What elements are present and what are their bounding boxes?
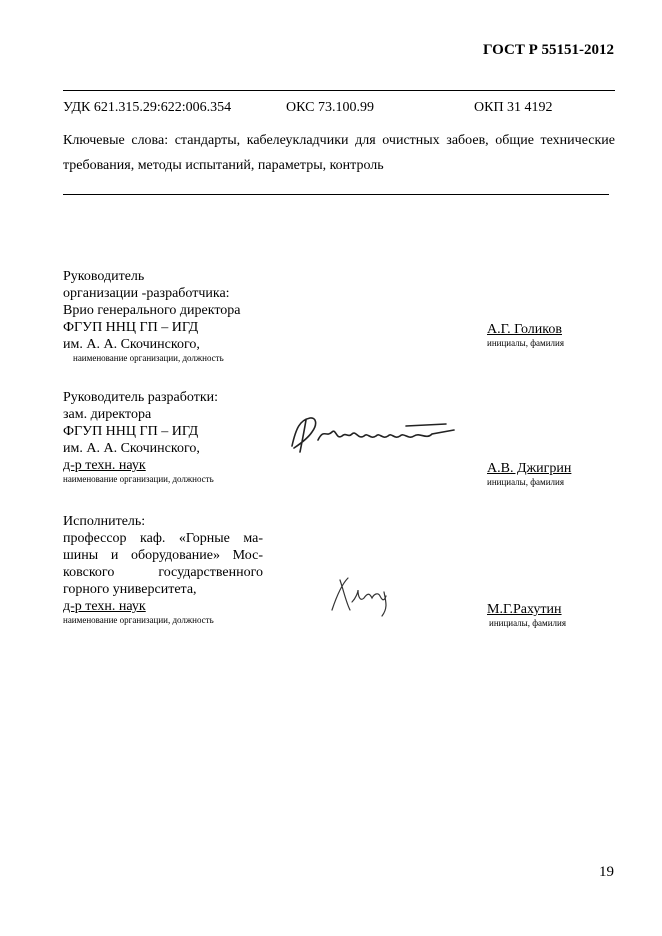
bottom-divider bbox=[63, 194, 609, 195]
signature-rakhutin bbox=[322, 572, 397, 618]
oks-code: ОКС 73.100.99 bbox=[286, 100, 374, 115]
okp-code: ОКП 31 4192 bbox=[474, 100, 553, 115]
signatory-name bbox=[487, 602, 566, 628]
name-caption: инициалы, фамилия bbox=[489, 618, 566, 628]
name-dzhigrin: А.В. Джигрин bbox=[487, 461, 572, 476]
org-line: Руководитель разработки: bbox=[63, 390, 219, 405]
standard-number: ГОСТ Р 55151-2012 bbox=[482, 42, 614, 58]
name-rakhutin: М.Г.Рахутин bbox=[487, 602, 562, 617]
org-line: ФГУП ННЦ ГП – ИГД bbox=[63, 424, 199, 439]
org-line: горного университета, bbox=[63, 582, 197, 597]
org-line: шины и оборудование» Мос- bbox=[63, 548, 263, 563]
udk-code: УДК 621.315.29:622:006.354 bbox=[63, 100, 232, 115]
org-line: профессор каф. «Горные ма- bbox=[63, 531, 263, 546]
keywords: Ключевые слова: стандарты, кабелеукладчики для очистных забоев, общие технические требования, методы испытаний, параметры, контроль bbox=[63, 133, 615, 173]
top-divider bbox=[63, 90, 615, 91]
development-head-block bbox=[63, 389, 218, 485]
org-caption: наименование организации, должность bbox=[63, 474, 214, 484]
org-caption: наименование организации, должность bbox=[73, 353, 224, 363]
org-line: Врио генерального директора bbox=[63, 303, 241, 318]
org-line: ковского государственного bbox=[63, 565, 263, 580]
org-line: ФГУП ННЦ ГП – ИГД bbox=[63, 320, 199, 335]
name-caption: инициалы, фамилия bbox=[487, 477, 564, 487]
org-line: им. А. А. Скочинского, bbox=[63, 337, 200, 352]
org-line: Исполнитель: bbox=[63, 514, 146, 529]
org-line: зам. директора bbox=[63, 407, 152, 422]
org-line: д-р техн. наук bbox=[63, 458, 146, 473]
name-golikov: А.Г. Голиков bbox=[487, 322, 562, 337]
developer-head-block bbox=[63, 268, 241, 364]
org-line: организации -разработчика: bbox=[63, 286, 230, 301]
signatory-name bbox=[487, 322, 564, 348]
org-line: Руководитель bbox=[63, 269, 145, 284]
org-line: д-р техн. наук bbox=[63, 599, 146, 614]
signature-dzhigrin bbox=[286, 410, 461, 458]
org-caption: наименование организации, должность bbox=[63, 615, 214, 625]
org-line: им. А. А. Скочинского, bbox=[63, 441, 200, 456]
name-caption: инициалы, фамилия bbox=[487, 338, 564, 348]
page-number: 19 bbox=[599, 864, 614, 880]
executor-block bbox=[63, 513, 263, 626]
signatory-name bbox=[487, 461, 571, 487]
